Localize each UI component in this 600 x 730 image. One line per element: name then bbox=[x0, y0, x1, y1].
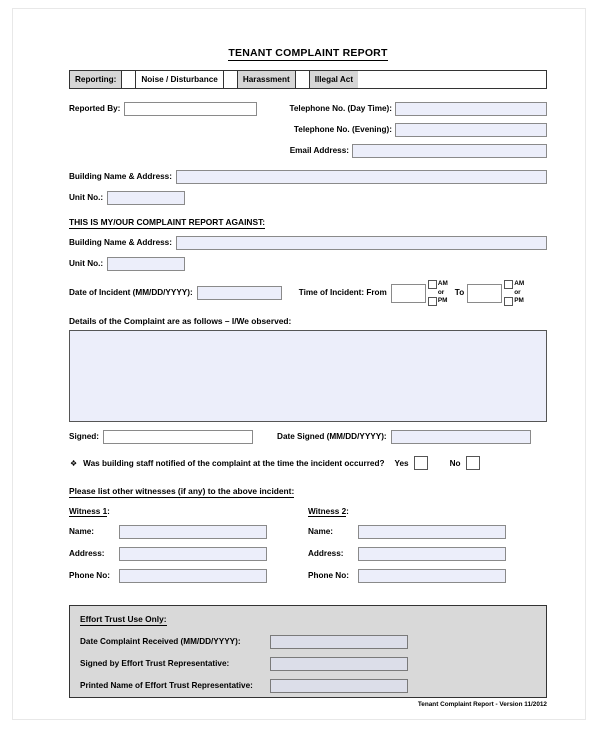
to-am-label: AM bbox=[514, 280, 525, 288]
date-signed-label: Date Signed (MM/DD/YYYY): bbox=[277, 432, 387, 442]
reporting-label: Reporting: bbox=[70, 71, 122, 88]
details-textarea[interactable] bbox=[69, 330, 547, 422]
office-use-title bbox=[80, 614, 536, 624]
phone-day-row bbox=[289, 102, 547, 116]
witness-1-name-row bbox=[69, 525, 308, 539]
witness-1-address-input[interactable] bbox=[119, 547, 267, 561]
witness-2-phone-label: Phone No: bbox=[308, 571, 349, 581]
from-am-label: AM bbox=[437, 280, 448, 288]
signed-input[interactable] bbox=[103, 430, 253, 444]
page-title-text: TENANT COMPLAINT REPORT bbox=[228, 47, 388, 59]
from-ampm-group bbox=[428, 280, 448, 306]
witness-2-title bbox=[308, 507, 547, 516]
reporter-building-label: Building Name & Address: bbox=[69, 172, 172, 182]
reported-by-label: Reported By: bbox=[69, 104, 121, 114]
to-ampm-group bbox=[504, 280, 524, 306]
witness-1-phone-input[interactable] bbox=[119, 569, 267, 583]
witnesses-heading-text: Please list other witnesses (if any) to the above incident: bbox=[69, 486, 295, 496]
to-or-label: or bbox=[514, 288, 521, 296]
reporter-unit-input[interactable] bbox=[107, 191, 185, 205]
witness-1-phone-label: Phone No: bbox=[69, 571, 110, 581]
staff-notified-question: Was building staff notified of the complaint at the time the incident occurred? bbox=[83, 458, 385, 468]
office-use-date-input[interactable] bbox=[270, 635, 408, 649]
witness-2-name-input[interactable] bbox=[358, 525, 506, 539]
against-building-label: Building Name & Address: bbox=[69, 238, 172, 248]
from-or-label: or bbox=[437, 288, 445, 296]
checkbox-illegal-act[interactable] bbox=[296, 71, 310, 88]
office-use-panel bbox=[69, 605, 547, 698]
phone-day-label: Telephone No. (Day Time): bbox=[289, 104, 392, 114]
against-unit-row bbox=[69, 257, 547, 271]
complaint-against-heading bbox=[69, 217, 547, 227]
office-use-printed-label: Printed Name of Effort Trust Representative: bbox=[80, 681, 253, 691]
witness-1-phone-row bbox=[69, 569, 308, 583]
checkbox-staff-notified-no[interactable] bbox=[466, 456, 480, 470]
witness-1-column bbox=[69, 507, 308, 591]
form-page bbox=[12, 8, 586, 720]
office-use-row-printed bbox=[80, 679, 536, 693]
office-use-row-signed bbox=[80, 657, 536, 671]
incident-time-from-input[interactable] bbox=[391, 284, 426, 303]
witness-1-address-row bbox=[69, 547, 308, 561]
checkbox-harassment[interactable] bbox=[224, 71, 238, 88]
against-unit-input[interactable] bbox=[107, 257, 185, 271]
reporter-building-row bbox=[69, 170, 547, 184]
incident-time-to-input[interactable] bbox=[467, 284, 502, 303]
witness-2-title-text: Witness 2 bbox=[308, 507, 347, 516]
office-use-signed-label: Signed by Effort Trust Representative: bbox=[80, 659, 230, 669]
witness-2-column bbox=[308, 507, 547, 591]
phone-evening-label: Telephone No. (Evening): bbox=[293, 125, 392, 135]
reporting-option-illegal-label: Illegal Act bbox=[310, 71, 358, 88]
staff-notified-no-label: No bbox=[449, 458, 461, 468]
witnesses-heading bbox=[69, 486, 547, 496]
witness-2-address-row bbox=[308, 547, 547, 561]
staff-notified-yes-label: Yes bbox=[394, 458, 409, 468]
incident-date-input[interactable] bbox=[197, 286, 282, 300]
details-heading: Details of the Complaint are as follows – I/We observed: bbox=[69, 316, 292, 326]
witness-1-title-text: Witness 1 bbox=[69, 507, 108, 516]
witness-1-name-label: Name: bbox=[69, 527, 95, 537]
to-am-line bbox=[504, 280, 524, 289]
from-pm-label: PM bbox=[437, 297, 448, 305]
witness-1-name-input[interactable] bbox=[119, 525, 267, 539]
witness-2-name-label: Name: bbox=[308, 527, 334, 537]
from-pm-line bbox=[428, 297, 448, 306]
email-row bbox=[289, 144, 547, 158]
page-title bbox=[69, 47, 547, 59]
reporting-option-harassment-label: Harassment bbox=[238, 71, 296, 88]
office-use-signed-input[interactable] bbox=[270, 657, 408, 671]
incident-to-label: To bbox=[454, 288, 465, 298]
office-use-printed-input[interactable] bbox=[270, 679, 408, 693]
incident-row bbox=[69, 280, 547, 306]
document-footer: Tenant Complaint Report - Version 11/2012 bbox=[417, 701, 547, 708]
reporter-building-input[interactable] bbox=[176, 170, 547, 184]
witness-1-title bbox=[69, 507, 308, 516]
diamond-bullet-icon: ❖ bbox=[70, 458, 78, 468]
signed-label: Signed: bbox=[69, 432, 100, 442]
phone-evening-input[interactable] bbox=[395, 123, 547, 137]
reporter-unit-label: Unit No.: bbox=[69, 193, 104, 203]
against-building-row bbox=[69, 236, 547, 250]
form-sheet bbox=[69, 47, 547, 708]
checkbox-to-am[interactable] bbox=[504, 280, 513, 289]
incident-date-label: Date of Incident (MM/DD/YYYY): bbox=[69, 288, 193, 298]
witness-2-phone-input[interactable] bbox=[358, 569, 506, 583]
checkbox-from-pm[interactable] bbox=[428, 297, 437, 306]
witness-2-phone-row bbox=[308, 569, 547, 583]
witness-2-address-input[interactable] bbox=[358, 547, 506, 561]
checkbox-from-am[interactable] bbox=[428, 280, 437, 289]
reporter-block bbox=[69, 102, 547, 170]
witness-1-title-colon: : bbox=[107, 507, 110, 516]
witness-2-title-colon: : bbox=[346, 507, 349, 516]
witness-2-address-label: Address: bbox=[308, 549, 344, 559]
from-am-line bbox=[428, 280, 448, 289]
reported-by-input[interactable] bbox=[124, 102, 257, 116]
checkbox-staff-notified-yes[interactable] bbox=[414, 456, 428, 470]
phone-day-input[interactable] bbox=[395, 102, 547, 116]
contact-fields bbox=[289, 102, 547, 165]
office-use-date-label: Date Complaint Received (MM/DD/YYYY): bbox=[80, 637, 241, 647]
reporting-row bbox=[69, 70, 547, 89]
incident-time-label: Time of Incident: From bbox=[298, 288, 387, 298]
email-input[interactable] bbox=[352, 144, 547, 158]
checkbox-noise-disturbance[interactable] bbox=[122, 71, 136, 88]
office-use-title-text: Effort Trust Use Only: bbox=[80, 614, 167, 624]
office-use-row-date bbox=[80, 635, 536, 649]
against-unit-label: Unit No.: bbox=[69, 259, 104, 269]
witness-1-address-label: Address: bbox=[69, 549, 105, 559]
against-building-input[interactable] bbox=[176, 236, 547, 250]
email-label: Email Address: bbox=[289, 146, 349, 156]
phone-evening-row bbox=[289, 123, 547, 137]
checkbox-to-pm[interactable] bbox=[504, 297, 513, 306]
complaint-against-heading-text: THIS IS MY/OUR COMPLAINT REPORT AGAINST: bbox=[69, 217, 266, 227]
signature-row bbox=[69, 430, 547, 444]
witness-columns bbox=[69, 507, 547, 591]
to-pm-line bbox=[504, 297, 524, 306]
staff-notified-question-row bbox=[69, 456, 547, 470]
reporting-option-noise-label: Noise / Disturbance bbox=[136, 71, 223, 88]
to-pm-label: PM bbox=[514, 297, 524, 305]
reporter-unit-row bbox=[69, 191, 547, 205]
date-signed-input[interactable] bbox=[391, 430, 531, 444]
witness-2-name-row bbox=[308, 525, 547, 539]
